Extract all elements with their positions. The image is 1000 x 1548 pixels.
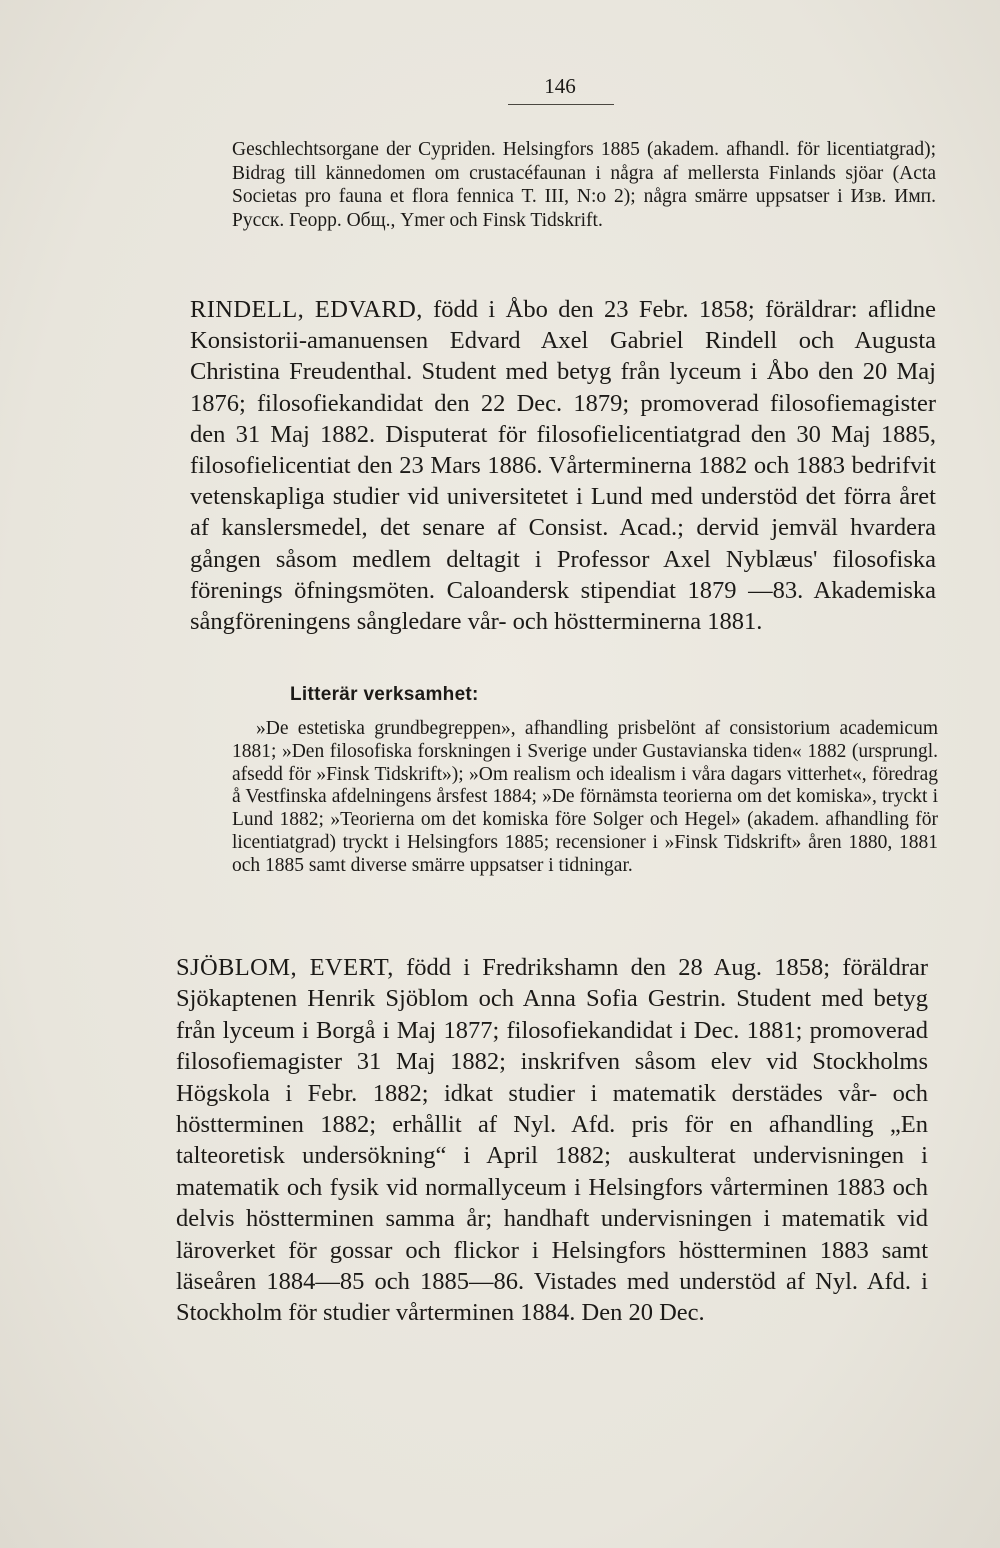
entry-rindell [190,294,936,637]
literature-heading: Litterär verksamhet: [290,684,479,705]
entry-name: SJÖBLOM, EVERT, [176,954,394,981]
entry-text: född i Åbo den 23 Febr. 1858; föräldrar: aflidne Konsistorii-amanuensen Edvard Axel Gabriel Rindell och Augusta Christina Freudenthal. Student med betyg från lyceum i Åbo den 20 Maj 1876; filosofiekandidat den 22 Dec. 1879; promoverad filosofiemagister den 31 Maj 1882. Disputerat för filosofielicentiatgrad den 30 Maj 1885, filosofielicentiat den 23 Mars 1886. Vårterminerna 1882 och 1883 bedrifvit vetenskapliga studier vid universitetet i Lund med understöd det förra året af kanslersmedel, det senare af Consist. Acad.; dervid jemväl hvardera gången såsom medlem deltagit i Professor Axel Nyblæus' filosofiska förenings öfningsmöten. Caloandersk stipendiat 1879 —83. Akademiska sångföreningens sångledare vår- och höstterminerna 1881. [190,296,937,636]
literature-paragraph: »De estetiska grundbegreppen», afhandling prisbelönt af consistorium academicum 1881; »Den filosofiska forskningen i Sverige under Gustavianska tiden« 1882 (ursprungl. afsedd för »Finsk Tidskrift»); »Om realism och idealism i våra dagars vitterhet«, föredrag å Vestfinska afdelningens årsfest 1884; »De förnämsta teorierna om det komiska», tryckt i Lund 1882; »Teorierna om det komiska före Solger och Hegel» (akadem. afhandling för licentiatgrad) tryckt i Helsingfors 1885; recensioner i »Finsk Tidskrift» åren 1880, 1881 och 1885 samt diverse smärre uppsatser i tidningar. [232,718,938,876]
entry-name: RINDELL, EDVARD, [190,296,423,323]
continuation-paragraph: Geschlechtsorgane der Cypriden. Helsingfors 1885 (akadem. afhandl. för licentiatgrad); Bidrag till kännedomen om crustacéfaunan i några af mellersta Finlands sjöar (Acta Societas pro fauna et flora fennica T. III, N:o 2); några smärre uppsatser i Изв. Имп. Русск. Георр. Общ., Ymer och Finsk Tidskrift. [232,139,936,231]
page-number-rule [508,104,614,105]
page-number: 146 [544,74,576,98]
entry-sjoblom [176,952,928,1329]
entry-text: född i Fredrikshamn den 28 Aug. 1858; föräldrar Sjökaptenen Henrik Sjöblom och Anna Sofia Gestrin. Student med betyg från lyceum i Borgå i Maj 1877; filosofiekandidat i Dec. 1881; promoverad filosofiemagister 31 Maj 1882; inskrifven såsom elev vid Stockholms Högskola i Febr. 1882; idkat studier i matematik derstädes vår- och höstterminen 1882; erhållit af Nyl. Afd. pris för en afhandling „En talteoretisk undersökning“ i April 1882; auskulterat undervisningen i matematik och fysik vid normallyceum i Helsingfors vårterminen 1883 och delvis höstterminen samma år; handhaft undervisningen i matematik vid läroverket för gossar och flickor i Helsingfors höstterminen 1883 samt läseåren 1884—85 och 1885—86. Vistades med understöd af Nyl. Afd. i Stockholm för studier vårterminen 1884. Den 20 Dec. [176,954,929,1327]
